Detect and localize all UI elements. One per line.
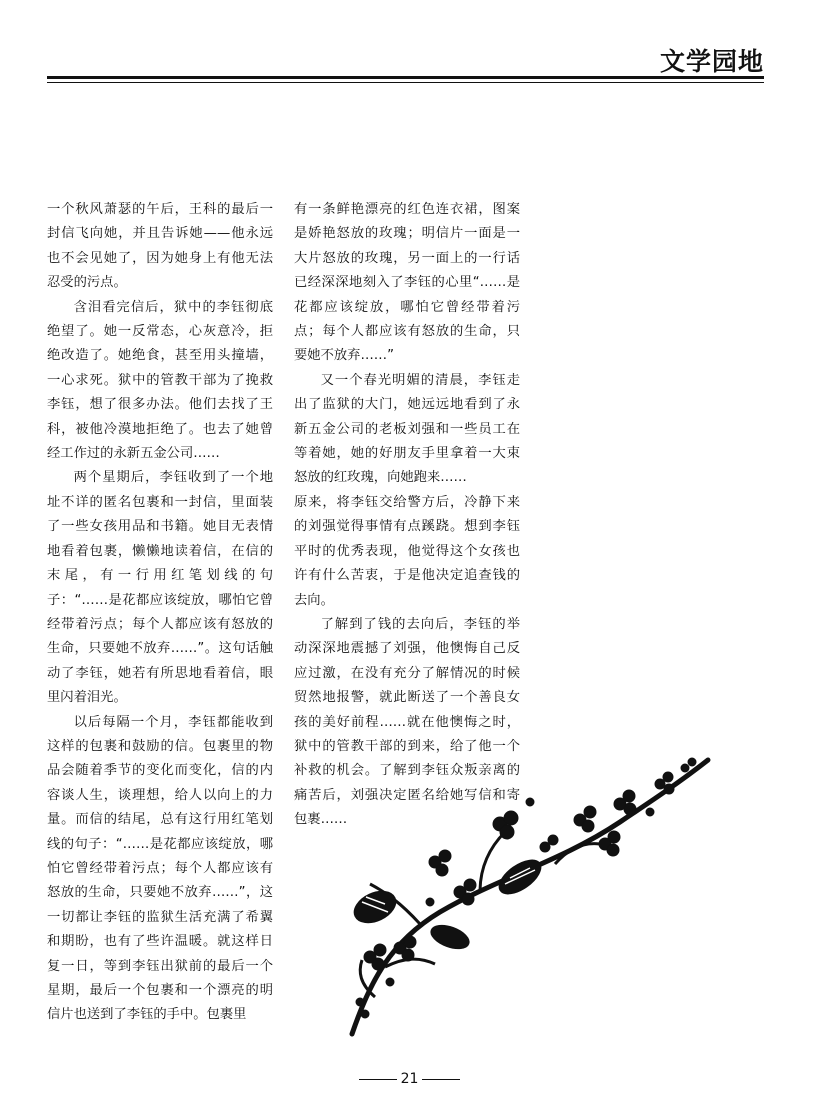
floral-vine-ornament-icon	[330, 752, 720, 1042]
left-column	[47, 198, 273, 1028]
paragraph: 一个秋风萧瑟的午后，王科的最后一封信飞向她，并且告诉她——他永远也不会见她了，因为她身上有他无法忍受的污点。	[47, 202, 273, 291]
page-number-left-dash	[359, 1079, 397, 1080]
paragraph: 两个星期后，李钰收到了一个地址不详的匿名包裹和一封信，里面装了一些女孩用品和书籍。她目无表情地看着包裹，懒懒地读着信，在信的末尾，有一行用红笔划线的句子：“……是花都应该绽放，哪怕它曾经带着污点；每个人都应该有怒放的生命，只要她不放弃……”。这句话触动了李钰，她若有所思地看着信，眼里闪着泪光。	[47, 470, 273, 706]
section-title: 文学园地	[659, 47, 764, 76]
paragraph: 原来，将李钰交给警方后，冷静下来的刘强觉得事情有点蹊跷。想到李钰平时的优秀表现，他觉得这个女孩也许有什么苦衷，于是他决定追查钱的去向。	[294, 494, 520, 608]
header-rule-thin	[47, 82, 764, 83]
paragraph: 又一个春光明媚的清晨，李钰走出了监狱的大门，她远远地看到了永新五金公司的老板刘强和一些员工在等着她，她的好朋友手里拿着一大束怒放的红玫瑰，向她跑来……	[294, 372, 520, 486]
page-number	[0, 1071, 819, 1087]
right-column	[294, 198, 520, 833]
header-rule-thick	[47, 76, 764, 79]
paragraph: 了解到了钱的去向后，李钰的举动深深地震撼了刘强，他懊悔自己反应过激，在没有充分了解情况的时候贸然地报警，就此断送了一个善良女孩的美好前程……就在他懊悔之时，狱中的管教干部的到来，给了他一个补救的机会。了解到李钰众叛亲离的痛苦后，刘强决定匿名给她写信和寄包裹……	[294, 616, 520, 828]
paragraph: 以后每隔一个月，李钰都能收到这样的包裹和鼓励的信。包裹里的物品会随着季节的变化而变化，信的内容谈人生，谈理想，给人以向上的力量。而信的结尾，总有这行用红笔划线的句子：“……是花都应该绽放，哪怕它曾经带着污点；每个人都应该有怒放的生命，只要她不放弃……”，这一切都让李钰的监狱生活充满了希翼和期盼，也有了些许温暖。就这样日复一日，等到李钰出狱前的最后一个星期，最后一个包裹和一个漂亮的明信片也送到了李钰的手中。包裹里	[47, 714, 273, 1023]
paragraph: 含泪看完信后，狱中的李钰彻底绝望了。她一反常态，心灰意冷，拒绝改造了。她绝食，甚至用头撞墙，一心求死。狱中的管教干部为了挽救李钰，想了很多办法。他们去找了王科，被他冷漠地拒绝了。也去了她曾经工作过的永新五金公司……	[47, 299, 273, 462]
paragraph: 有一条鲜艳漂亮的红色连衣裙，图案是娇艳怒放的玫瑰；明信片一面是一大片怒放的玫瑰，另一面上的一行话已经深深地刻入了李钰的心里“……是花都应该绽放，哪怕它曾经带着污点；每个人都应该有怒放的生命，只要她不放弃……”	[294, 202, 520, 364]
page-number-text: 21	[400, 1071, 419, 1087]
page-number-right-dash	[422, 1079, 460, 1080]
